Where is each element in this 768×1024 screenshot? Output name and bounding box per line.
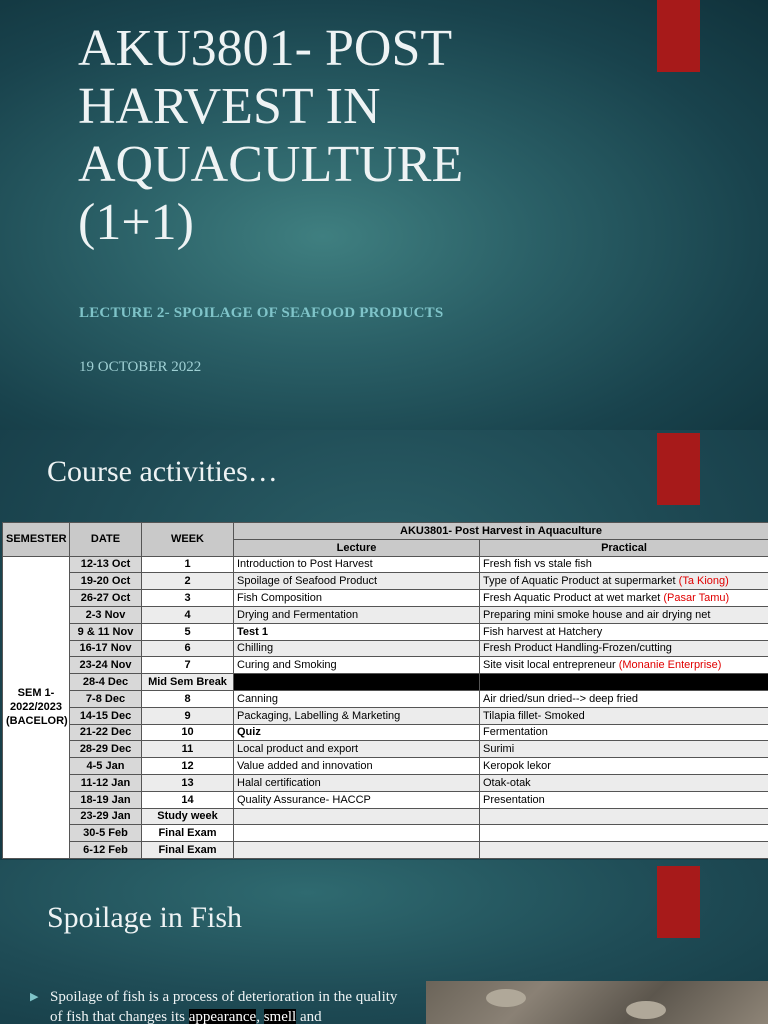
lecture-cell: Packaging, Labelling & Marketing bbox=[234, 707, 480, 724]
lecture-cell: Curing and Smoking bbox=[234, 657, 480, 674]
red-accent-bar bbox=[657, 0, 700, 72]
practical-cell: Fresh Product Handling-Frozen/cutting bbox=[480, 640, 768, 657]
date-cell: 21-22 Dec bbox=[70, 724, 142, 741]
week-cell: 14 bbox=[142, 791, 234, 808]
practical-cell bbox=[480, 842, 768, 859]
practical-cell: Fresh Aquatic Product at wet market (Pasar Tamu) bbox=[480, 590, 768, 607]
lecture-cell bbox=[234, 674, 480, 691]
red-accent-bar bbox=[657, 866, 700, 938]
bullet-triangle-icon: ▶ bbox=[30, 991, 39, 1003]
week-cell: 11 bbox=[142, 741, 234, 758]
table-row bbox=[3, 623, 768, 640]
header-lecture: Lecture bbox=[234, 539, 480, 556]
practical-cell: Fish harvest at Hatchery bbox=[480, 623, 768, 640]
photo-detail bbox=[626, 1001, 666, 1019]
date-cell: 12-13 Oct bbox=[70, 556, 142, 573]
lecture-cell: Spoilage of Seafood Product bbox=[234, 573, 480, 590]
practical-cell: Site visit local entrepreneur (Monanie Enterprise) bbox=[480, 657, 768, 674]
date-cell: 26-27 Oct bbox=[70, 590, 142, 607]
lecture-cell bbox=[234, 808, 480, 825]
date-cell: 28-29 Dec bbox=[70, 741, 142, 758]
date-cell: 11-12 Jan bbox=[70, 774, 142, 791]
header-date: DATE bbox=[70, 523, 142, 557]
table-row bbox=[3, 590, 768, 607]
practical-cell: Fermentation bbox=[480, 724, 768, 741]
week-cell: 5 bbox=[142, 623, 234, 640]
week-cell: 4 bbox=[142, 606, 234, 623]
table-row bbox=[3, 808, 768, 825]
highlight-smell: smell bbox=[263, 1009, 297, 1024]
table-row bbox=[3, 556, 768, 573]
week-cell: Study week bbox=[142, 808, 234, 825]
table-row bbox=[3, 674, 768, 691]
semester-cell: SEM 1-2022/2023 (BACELOR) bbox=[3, 556, 70, 858]
schedule-body bbox=[3, 556, 768, 858]
slide-date: 19 OCTOBER 2022 bbox=[79, 359, 202, 375]
lecture-cell: Drying and Fermentation bbox=[234, 606, 480, 623]
lecture-cell bbox=[234, 842, 480, 859]
slide-heading: Spoilage in Fish bbox=[47, 901, 243, 934]
week-cell: 6 bbox=[142, 640, 234, 657]
practical-cell: Preparing mini smoke house and air drying net bbox=[480, 606, 768, 623]
table-row bbox=[3, 606, 768, 623]
practical-cell: Type of Aquatic Product at supermarket (Ta Kiong) bbox=[480, 573, 768, 590]
week-cell: Final Exam bbox=[142, 842, 234, 859]
table-row bbox=[3, 707, 768, 724]
week-cell: 2 bbox=[142, 573, 234, 590]
week-cell: 3 bbox=[142, 590, 234, 607]
highlight-appearance: appearance bbox=[188, 1009, 257, 1024]
red-accent-bar bbox=[657, 433, 700, 505]
date-cell: 16-17 Nov bbox=[70, 640, 142, 657]
lecture-cell: Fish Composition bbox=[234, 590, 480, 607]
fish-photo bbox=[426, 981, 768, 1024]
week-cell: 7 bbox=[142, 657, 234, 674]
table-row bbox=[3, 741, 768, 758]
week-cell: 13 bbox=[142, 774, 234, 791]
date-cell: 7-8 Dec bbox=[70, 690, 142, 707]
table-row bbox=[3, 573, 768, 590]
photo-detail bbox=[486, 989, 526, 1007]
slide-title: AKU3801- POST HARVEST IN AQUACULTURE (1+1) bbox=[78, 20, 464, 251]
lecture-cell: Test 1 bbox=[234, 623, 480, 640]
lecture-cell: Quiz bbox=[234, 724, 480, 741]
table-row bbox=[3, 842, 768, 859]
week-cell: 9 bbox=[142, 707, 234, 724]
table-row bbox=[3, 825, 768, 842]
practical-cell bbox=[480, 808, 768, 825]
lecture-cell bbox=[234, 825, 480, 842]
week-cell: 12 bbox=[142, 758, 234, 775]
practical-cell: Otak-otak bbox=[480, 774, 768, 791]
lecture-cell: Value added and innovation bbox=[234, 758, 480, 775]
header-week: WEEK bbox=[142, 523, 234, 557]
header-semester: SEMESTER bbox=[3, 523, 70, 557]
practical-cell: Keropok lekor bbox=[480, 758, 768, 775]
practical-cell: Surimi bbox=[480, 741, 768, 758]
date-cell: 23-29 Jan bbox=[70, 808, 142, 825]
lecture-cell: Canning bbox=[234, 690, 480, 707]
week-cell: 10 bbox=[142, 724, 234, 741]
schedule-table-wrap bbox=[2, 522, 768, 859]
date-cell: 23-24 Nov bbox=[70, 657, 142, 674]
spoilage-slide bbox=[0, 860, 768, 1024]
date-cell: 4-5 Jan bbox=[70, 758, 142, 775]
lecture-cell: Introduction to Post Harvest bbox=[234, 556, 480, 573]
practical-cell: Tilapia fillet- Smoked bbox=[480, 707, 768, 724]
header-course: AKU3801- Post Harvest in Aquaculture bbox=[234, 523, 768, 540]
practical-cell: Presentation bbox=[480, 791, 768, 808]
title-slide bbox=[0, 0, 768, 430]
week-cell: Mid Sem Break bbox=[142, 674, 234, 691]
table-row bbox=[3, 724, 768, 741]
practical-cell bbox=[480, 825, 768, 842]
course-activities-slide bbox=[0, 430, 768, 860]
week-cell: Final Exam bbox=[142, 825, 234, 842]
schedule-table bbox=[2, 522, 768, 859]
week-cell: 1 bbox=[142, 556, 234, 573]
bullet-text: Spoilage of fish is a process of deterioration in the quality of fish that changes its appearance, smell and bbox=[50, 989, 398, 1024]
week-cell: 8 bbox=[142, 690, 234, 707]
table-row bbox=[3, 774, 768, 791]
date-cell: 18-19 Jan bbox=[70, 791, 142, 808]
lecture-cell: Local product and export bbox=[234, 741, 480, 758]
practical-cell: Fresh fish vs stale fish bbox=[480, 556, 768, 573]
date-cell: 2-3 Nov bbox=[70, 606, 142, 623]
date-cell: 30-5 Feb bbox=[70, 825, 142, 842]
practical-cell: Air dried/sun dried--> deep fried bbox=[480, 690, 768, 707]
header-practical: Practical bbox=[480, 539, 768, 556]
date-cell: 9 & 11 Nov bbox=[70, 623, 142, 640]
practical-cell bbox=[480, 674, 768, 691]
lecture-cell: Quality Assurance- HACCP bbox=[234, 791, 480, 808]
date-cell: 14-15 Dec bbox=[70, 707, 142, 724]
table-row bbox=[3, 640, 768, 657]
table-row bbox=[3, 791, 768, 808]
lecture-cell: Halal certification bbox=[234, 774, 480, 791]
date-cell: 28-4 Dec bbox=[70, 674, 142, 691]
slide-heading: Course activities… bbox=[47, 455, 278, 488]
table-row bbox=[3, 690, 768, 707]
date-cell: 6-12 Feb bbox=[70, 842, 142, 859]
lecture-cell: Chilling bbox=[234, 640, 480, 657]
slide-subtitle: LECTURE 2- SPOILAGE OF SEAFOOD PRODUCTS bbox=[79, 305, 444, 321]
table-row bbox=[3, 657, 768, 674]
date-cell: 19-20 Oct bbox=[70, 573, 142, 590]
table-row bbox=[3, 758, 768, 775]
